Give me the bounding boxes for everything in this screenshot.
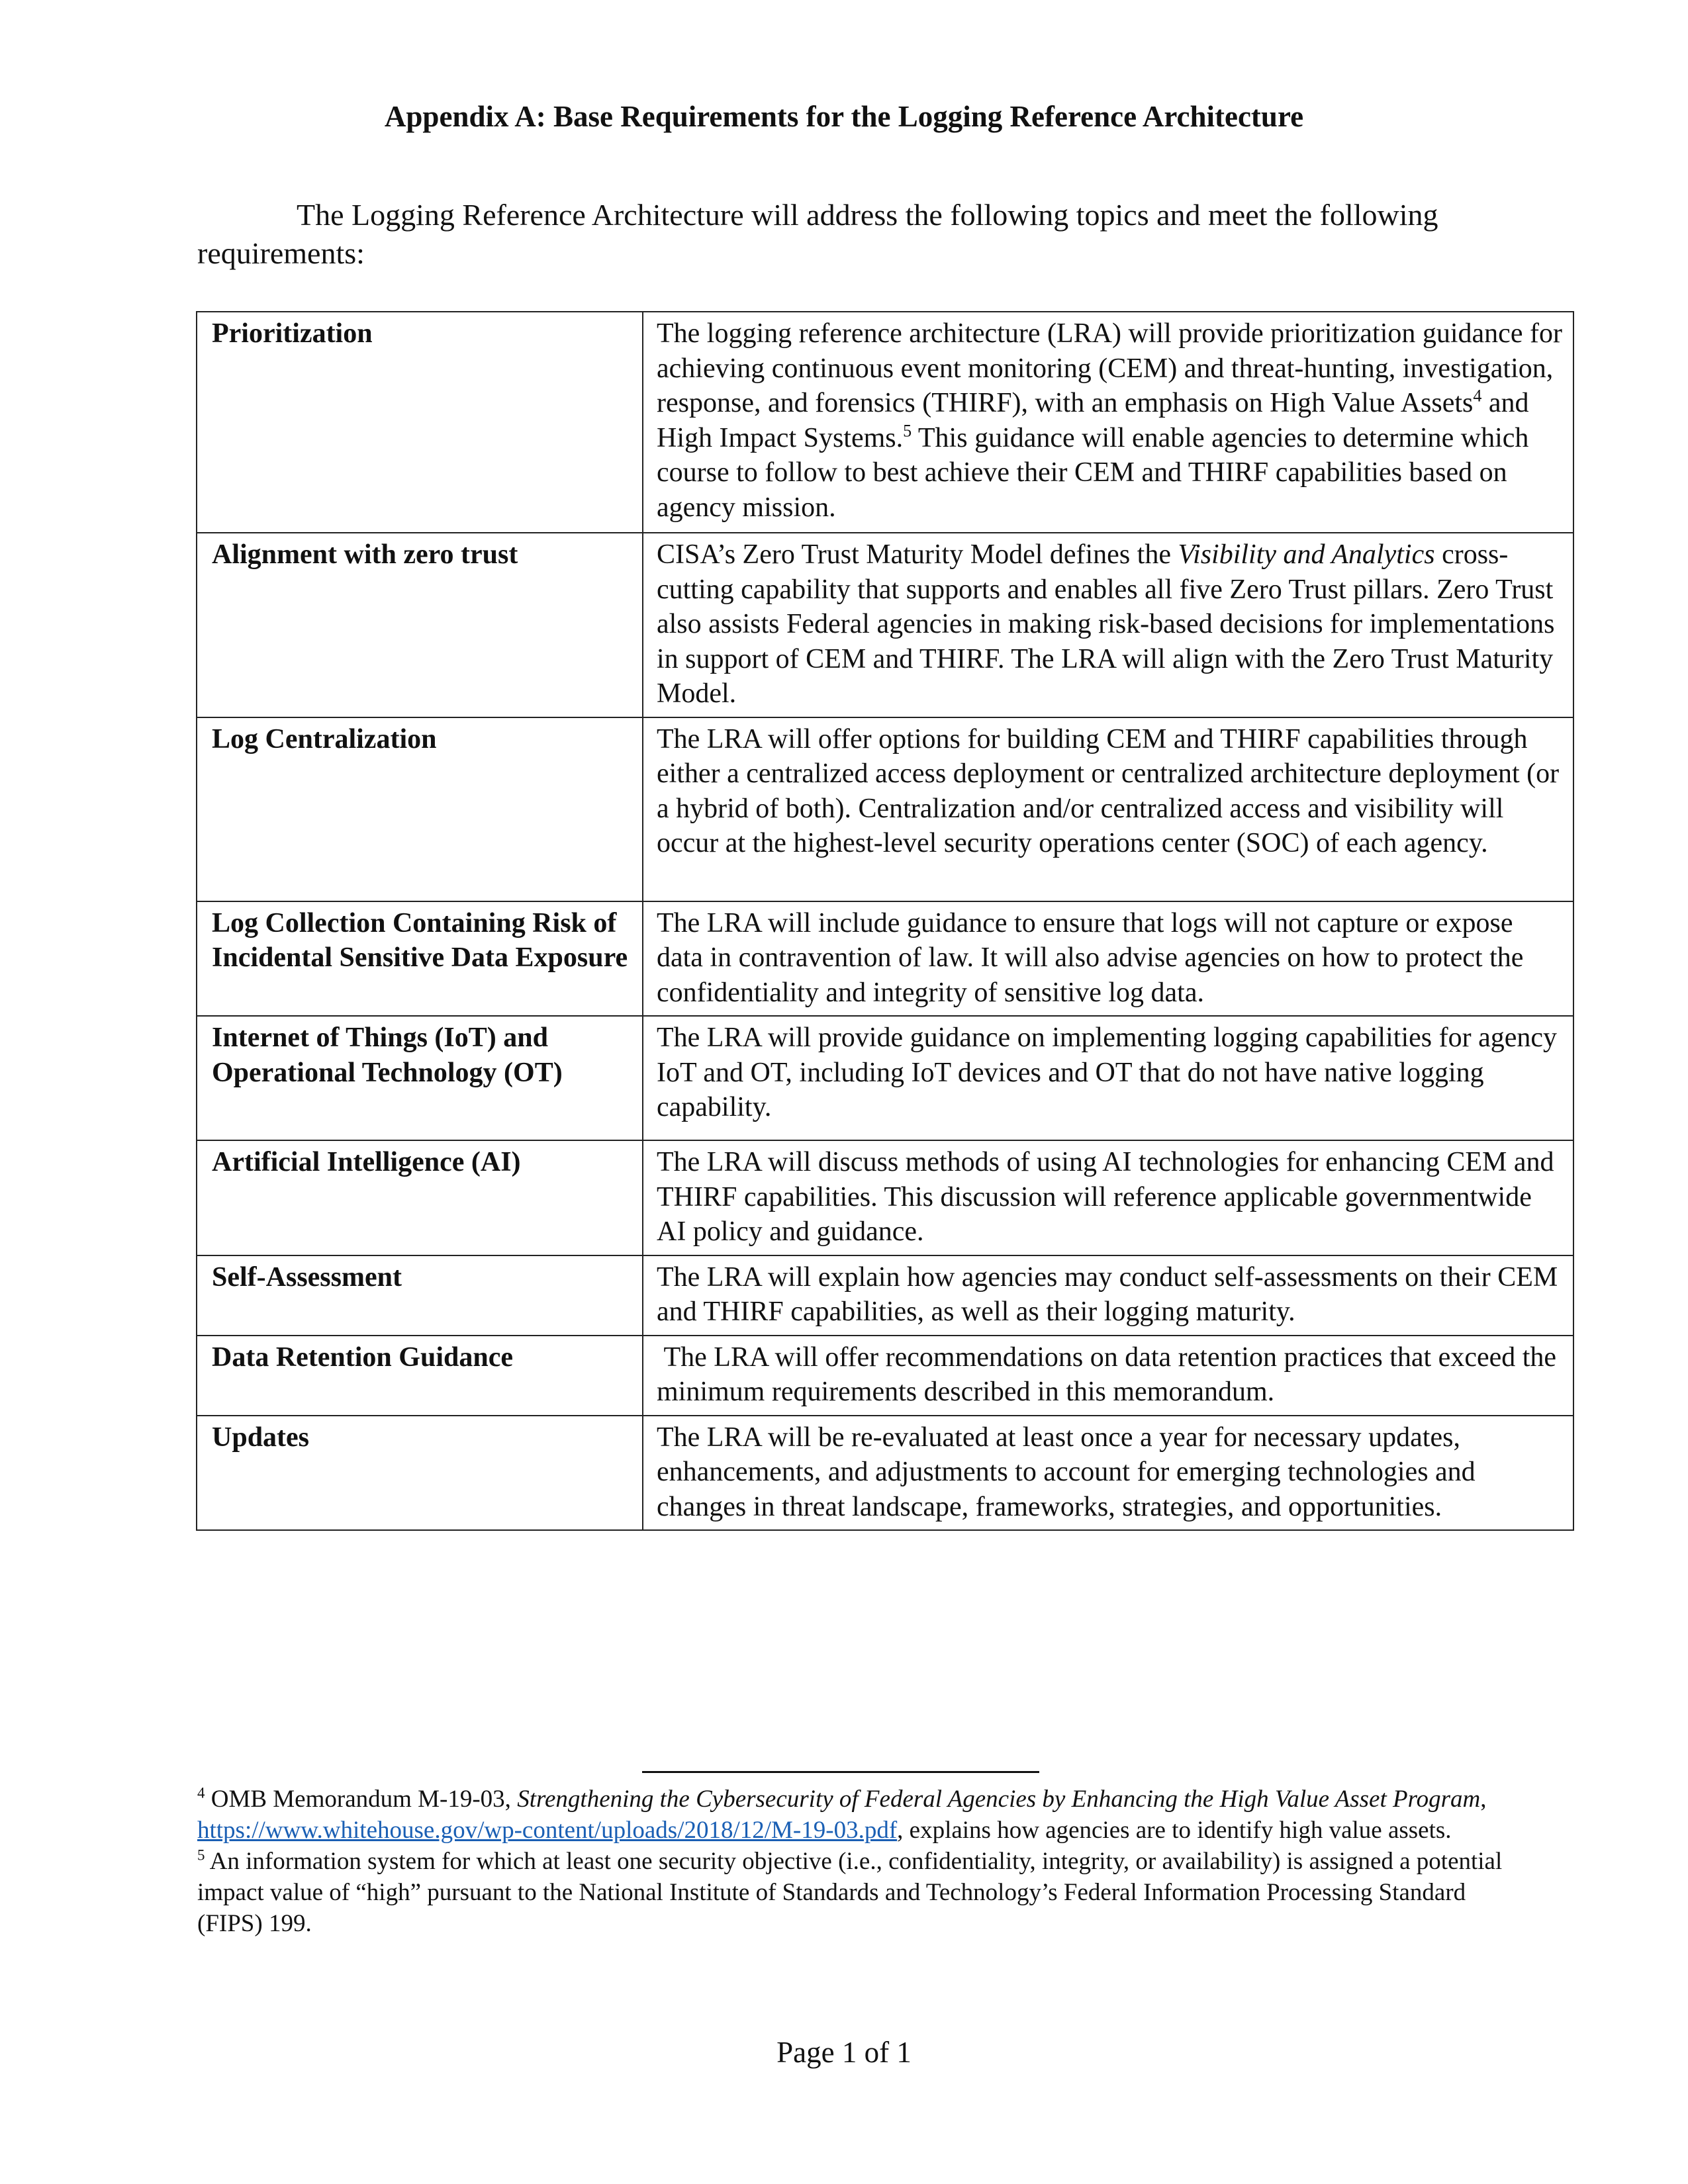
topic-cell: Data Retention Guidance	[197, 1336, 643, 1416]
table-row	[197, 1255, 1573, 1336]
footnote-4	[197, 1784, 1508, 1846]
footnote-text: OMB Memorandum M-19-03,	[205, 1786, 518, 1813]
description-cell: The LRA will discuss methods of using AI technologies for enhancing CEM and THIRF capabilities. This discussion will reference applicable governmentwide AI policy and guidance.	[643, 1140, 1573, 1255]
table-row	[197, 1336, 1573, 1416]
footnote-italic-title: Strengthening the Cybersecurity of Federal Agencies by Enhancing the High Value Asset Program	[517, 1786, 1481, 1813]
footnotes	[197, 1784, 1508, 1939]
description-cell: The LRA will offer options for building CEM and THIRF capabilities through either a centralized access deployment or centralized architecture deployment (or a hybrid of both). Centralization and/or centralized access and visibility will occur at the highest-level security operations center (SOC) of each agency.	[643, 717, 1573, 901]
topic-cell: Self-Assessment	[197, 1255, 643, 1336]
footnote-separator	[642, 1771, 1039, 1773]
description-cell: The LRA will include guidance to ensure that logs will not capture or expose data in contravention of law. It will also advise agencies on how to protect the confidentiality and integrity of sensitive log data.	[643, 901, 1573, 1017]
footnote-5	[197, 1846, 1508, 1939]
footnote-marker: 4	[197, 1784, 205, 1801]
table-row	[197, 533, 1573, 717]
intro-paragraph: The Logging Reference Architecture will address the following topics and meet the following requirements:	[197, 198, 1438, 270]
description-cell: The LRA will provide guidance on implementing logging capabilities for agency IoT and OT, including IoT devices and OT that do not have native logging capability.	[643, 1016, 1573, 1140]
topic-cell: Updates	[197, 1416, 643, 1531]
description-cell	[643, 312, 1573, 533]
description-text: CISA’s Zero Trust Maturity Model defines the	[657, 539, 1178, 570]
description-text: cross-cutting capability that supports and enables all five Zero Trust pillars. Zero Trust also assists Federal agencies in making risk-based decisions for implementations in support of CEM and THIRF. The LRA will align with the Zero Trust Maturity Model.	[657, 539, 1555, 709]
footnote-ref-4: 4	[1473, 386, 1482, 406]
topic-cell: Internet of Things (IoT) and Operational Technology (OT)	[197, 1016, 643, 1140]
description-text: This guidance will enable agencies to determine which course to follow to best achieve their CEM and THIRF capabilities based on agency mission.	[657, 422, 1529, 523]
table-row	[197, 1416, 1573, 1531]
topic-cell: Alignment with zero trust	[197, 533, 643, 717]
footnote-ref-5: 5	[903, 420, 912, 440]
table-row	[197, 312, 1573, 533]
page-number: Page 1 of 1	[776, 2036, 912, 2069]
footnote-link[interactable]: https://www.whitehouse.gov/wp-content/uploads/2018/12/M-19-03.pdf	[197, 1817, 898, 1844]
description-cell: The LRA will offer recommendations on data retention practices that exceed the minimum requirements described in this memorandum.	[643, 1336, 1573, 1416]
requirements-table	[196, 311, 1574, 1531]
description-text: and High Impact Systems.	[657, 388, 1529, 453]
table-row	[197, 1140, 1573, 1255]
table-row	[197, 901, 1573, 1017]
description-cell: The LRA will be re-evaluated at least once a year for necessary updates, enhancements, and adjustments to account for emerging technologies and changes in threat landscape, frameworks, strategies, and opportunities.	[643, 1416, 1573, 1531]
description-cell	[643, 533, 1573, 717]
footnote-text: , explains how agencies are to identify high value assets.	[897, 1817, 1452, 1844]
topic-cell: Artificial Intelligence (AI)	[197, 1140, 643, 1255]
footnote-text: An information system for which at least one security objective (i.e., confidentiality, integrity, or availability) is assigned a potential impact value of “high” pursuant to the National Institute of Standards and Technology’s Federal Information Processing Standard (FIPS) 199.	[197, 1848, 1503, 1937]
description-text: The logging reference architecture (LRA) will provide prioritization guidance for achieving continuous event monitoring (CEM) and threat-hunting, investigation, response, and forensics (THIRF), with an emphasis on High Value Assets	[657, 318, 1562, 418]
page-title: Appendix A: Base Requirements for the Logging Reference Architecture	[384, 100, 1304, 133]
table-row	[197, 1016, 1573, 1140]
table-row	[197, 717, 1573, 901]
footnote-marker: 5	[197, 1846, 205, 1864]
topic-cell: Log Centralization	[197, 717, 643, 901]
footnote-text: ,	[1480, 1786, 1487, 1813]
topic-cell: Log Collection Containing Risk of Incidental Sensitive Data Exposure	[197, 901, 643, 1017]
description-cell: The LRA will explain how agencies may conduct self-assessments on their CEM and THIRF capabilities, as well as their logging maturity.	[643, 1255, 1573, 1336]
topic-cell: Prioritization	[197, 312, 643, 533]
description-italic-text: Visibility and Analytics	[1178, 539, 1435, 570]
